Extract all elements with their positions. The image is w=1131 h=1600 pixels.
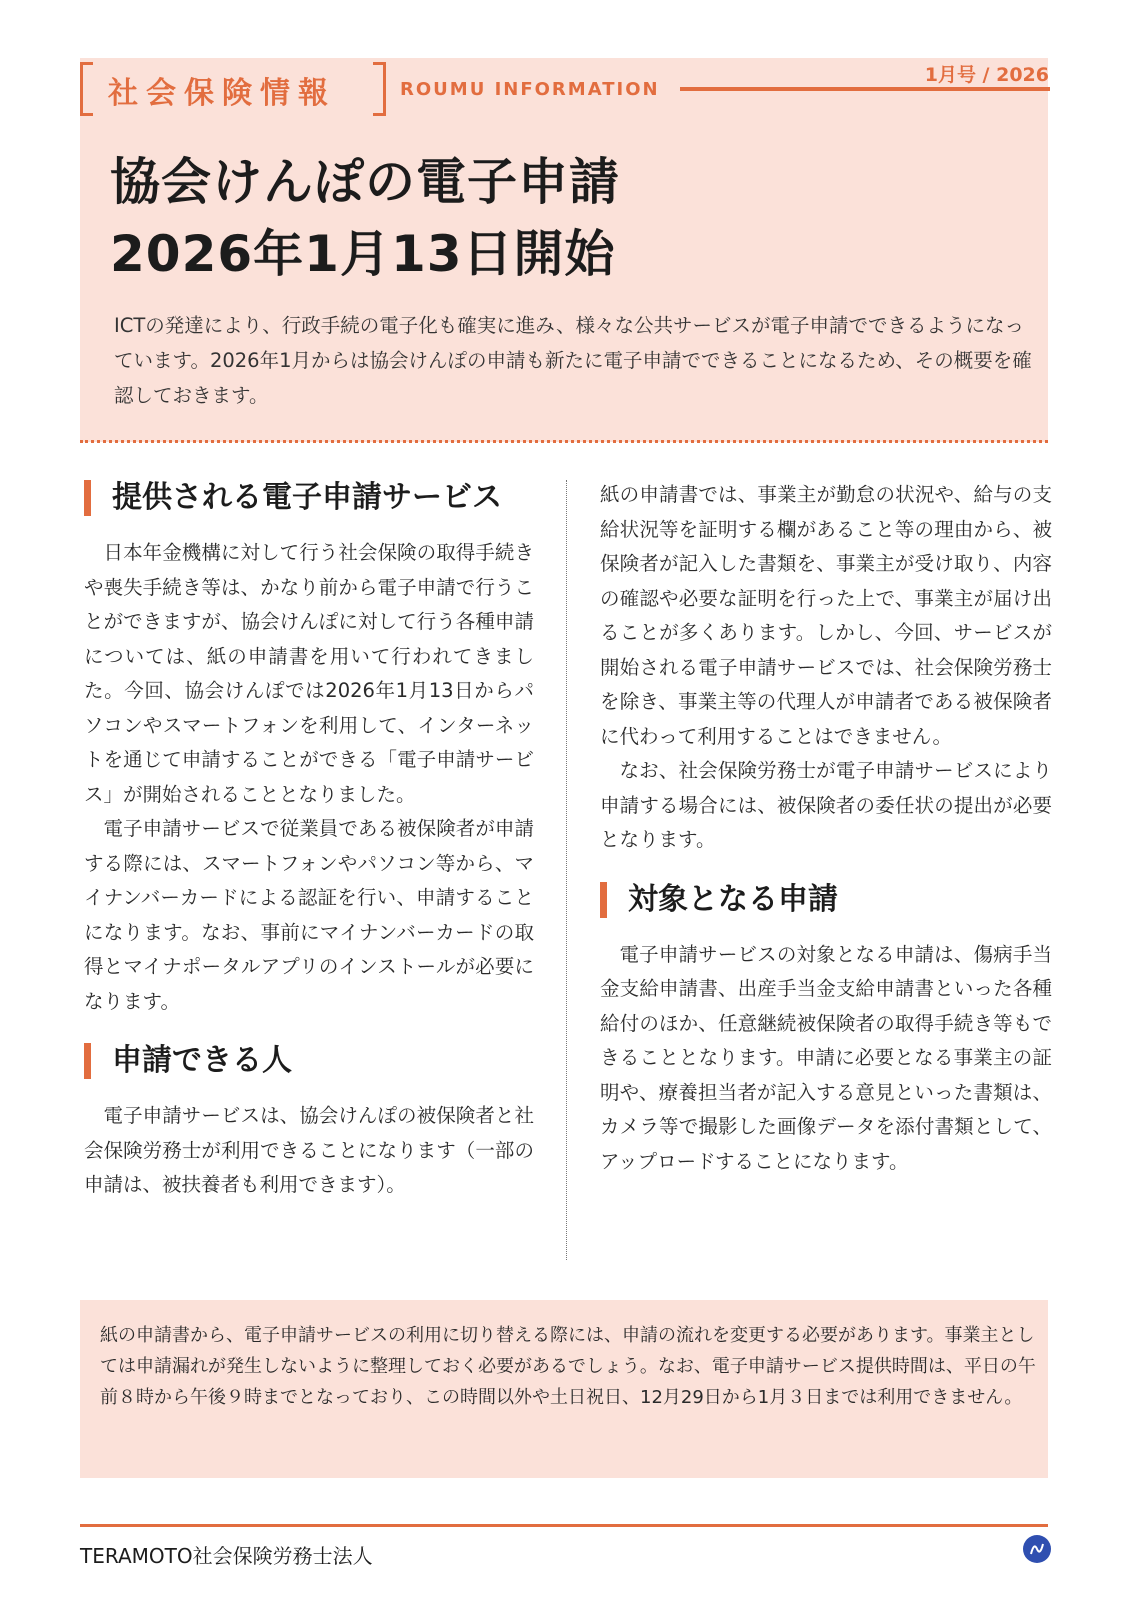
issue-number: 1月号 / 2026: [924, 64, 1049, 86]
company-logo-icon: [1022, 1534, 1052, 1564]
lead-paragraph: ICTの発達により、行政手続の電子化も確実に進み、様々な公共サービスが電子申請でできるようになっています。2026年1月からは協会けんぽの申請も新たに電子申請でできることになるため、その概要を確認しておきます。: [114, 314, 1032, 407]
target-paragraph-1: 電子申請サービスの対象となる申請は、傷病手当金支給申請書、出産手当金支給申請書といった各種給付のほか、任意継続被保険者の取得手続き等もできることとなります。申請に必要となる事業主の証明や、療養担当者が記入する意見といった書類は、カメラ等で撮影した画像データを添付書類として、アップロードすることになります。: [600, 942, 1052, 1173]
who-paragraph-2: 紙の申請書では、事業主が勤怠の状況や、給与の支給状況等を証明する欄があること等の理由から、被保険者が記入した書類を、事業主が受け取り、内容の確認や必要な証明を行った上で、事業主が届け出ることが多くあります。しかし、今回、サービスが開始される電子申請サービスでは、社会保険労務士を除き、事業主等の代理人が申請者である被保険者に代わって利用することはできません。: [600, 483, 1052, 748]
column-separator: [566, 480, 567, 1260]
dotted-divider: [80, 440, 1048, 443]
section-heading-who: 申請できる人: [84, 1039, 534, 1083]
who-paragraph-3: なお、社会保険労務士が電子申請サービスにより申請する場合には、被保険者の委任状の提出が必要となります。: [600, 759, 1052, 851]
service-paragraph-1: 日本年金機構に対して行う社会保険の取得手続きや喪失手続き等は、かなり前から電子申請で行うことができますが、協会けんぽに対して行う各種申請については、紙の申請書を用いて行われてきました。今回、協会けんぽでは2026年1月13日からパソコンやスマートフォンを利用して、インターネットを通じて申請することができる「電子申請サービス」が開始されることとなりました。: [84, 541, 534, 806]
category-english: ROUMU INFORMATION: [400, 79, 660, 100]
footer-rule: [80, 1524, 1048, 1527]
title-line-1: 協会けんぽの電子申請: [110, 153, 620, 211]
who-paragraph-1: 電子申請サービスは、協会けんぽの被保険者と社会保険労務士が利用できることになります（一部の申請は、被扶養者も利用できます）。: [84, 1104, 534, 1196]
left-column: [84, 476, 534, 1203]
section-heading-target: 対象となる申請: [600, 878, 1052, 922]
category-label: [80, 62, 380, 114]
footer-company: TERAMOTO社会保険労務士法人: [80, 1544, 373, 1568]
bracket-right: [373, 62, 386, 116]
note-text: 紙の申請書から、電子申請サービスの利用に切り替える際には、申請の流れを変更する必要があります。事業主としては申請漏れが発生しないように整理しておく必要があるでしょう。なお、電子申請サービス提供時間は、平日の午前８時から午後９時までとなっており、この時間以外や土日祝日、12月29日から1月３日までは利用できません。: [100, 1325, 1036, 1408]
issue-rule: [680, 87, 1050, 91]
bracket-left: [80, 62, 93, 116]
title-line-2: 2026年1月13日開始: [110, 225, 616, 283]
right-column: [600, 478, 1052, 1179]
section-heading-service: 提供される電子申請サービス: [84, 476, 534, 520]
page-title: [110, 146, 620, 290]
category-title: 社会保険情報: [108, 76, 336, 111]
service-paragraph-2: 電子申請サービスで従業員である被保険者が申請する際には、スマートフォンやパソコン等から、マイナンバーカードによる認証を行い、申請することになります。なお、事前にマイナンバーカードの取得とマイナポータルアプリのインストールが必要になります。: [84, 817, 534, 1013]
